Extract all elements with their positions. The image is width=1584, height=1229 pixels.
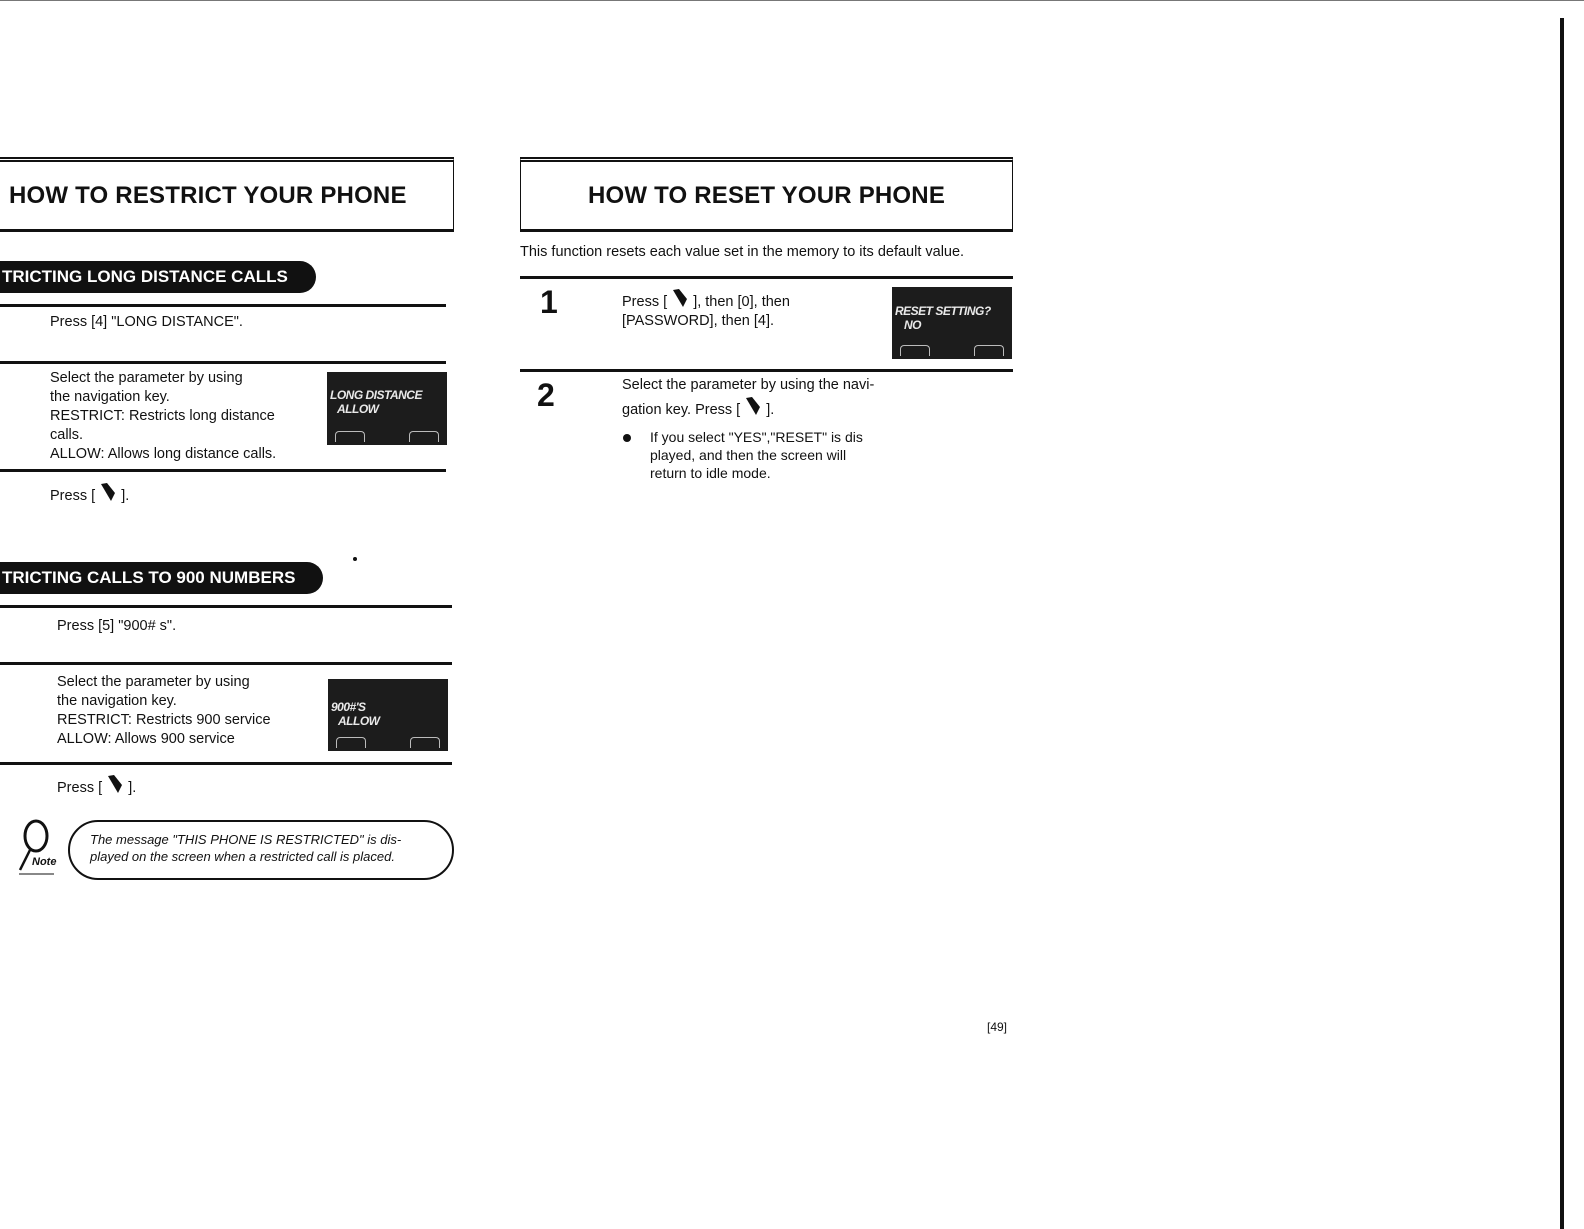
restrict-title: HOW TO RESTRICT YOUR PHONE bbox=[9, 181, 407, 209]
divider bbox=[0, 469, 446, 472]
stray-dot bbox=[353, 557, 357, 561]
page-number: [49] bbox=[987, 1020, 1008, 1034]
900-numbers-heading: TRICTING CALLS TO 900 NUMBERS bbox=[0, 562, 323, 594]
divider bbox=[520, 276, 1013, 279]
note-icon: Note bbox=[14, 818, 60, 880]
900-step2-text: Select the parameter by using the navigation key. RESTRICT: Restricts 900 service ALLOW: Allows 900 service bbox=[57, 674, 271, 747]
reset-step1-text: Press [ ], then [0], then [PASSWORD], then [4]. bbox=[622, 287, 790, 331]
divider bbox=[0, 605, 452, 608]
reset-title-box bbox=[520, 157, 1013, 232]
900-step1-text: Press [5] "900# s". bbox=[57, 618, 177, 634]
900-step3-text: Press [ ]. bbox=[57, 773, 136, 798]
divider bbox=[0, 762, 452, 765]
ld-step2-text: Select the parameter by using the navigation key. RESTRICT: Restricts long distance calls. ALLOW: Allows long distance calls. bbox=[50, 370, 277, 462]
send-key-icon bbox=[744, 395, 762, 417]
top-border bbox=[0, 0, 1584, 1]
lcd-900-numbers: 900#'S ALLOW bbox=[328, 679, 448, 751]
divider bbox=[0, 662, 452, 665]
reset-title: HOW TO RESET YOUR PHONE bbox=[587, 181, 946, 209]
ld-step3-text: Press [ ]. bbox=[50, 481, 129, 506]
ld-step1-text: Press [4] "LONG DISTANCE". bbox=[50, 314, 243, 330]
send-key-icon bbox=[106, 773, 124, 795]
reset-bullet-text: If you select "YES","RESET" is dis played, and then the screen will return to idle mode. bbox=[650, 429, 863, 481]
note-box: The message "THIS PHONE IS RESTRICTED" is dis- played on the screen when a restricted call is placed. bbox=[68, 820, 454, 880]
bullet-icon bbox=[623, 434, 631, 442]
divider bbox=[0, 361, 446, 364]
reset-intro: This function resets each value set in the memory to its default value. bbox=[520, 244, 965, 260]
divider bbox=[0, 304, 446, 307]
divider bbox=[520, 369, 1013, 372]
send-key-icon bbox=[99, 481, 117, 503]
step-number: 2 bbox=[537, 377, 555, 413]
step-number: 1 bbox=[540, 284, 558, 320]
lcd-reset-setting: RESET SETTING? NO bbox=[892, 287, 1012, 359]
lcd-long-distance: LONG DISTANCE ALLOW bbox=[327, 372, 447, 445]
right-border bbox=[1560, 18, 1564, 1229]
restrict-title-box bbox=[0, 157, 454, 232]
long-distance-heading: TRICTING LONG DISTANCE CALLS bbox=[0, 261, 316, 293]
reset-step2-text: Select the parameter by using the navi- gation key. Press [ ]. bbox=[622, 377, 875, 418]
note-pencil-icon bbox=[14, 818, 60, 880]
send-key-icon bbox=[671, 287, 689, 309]
